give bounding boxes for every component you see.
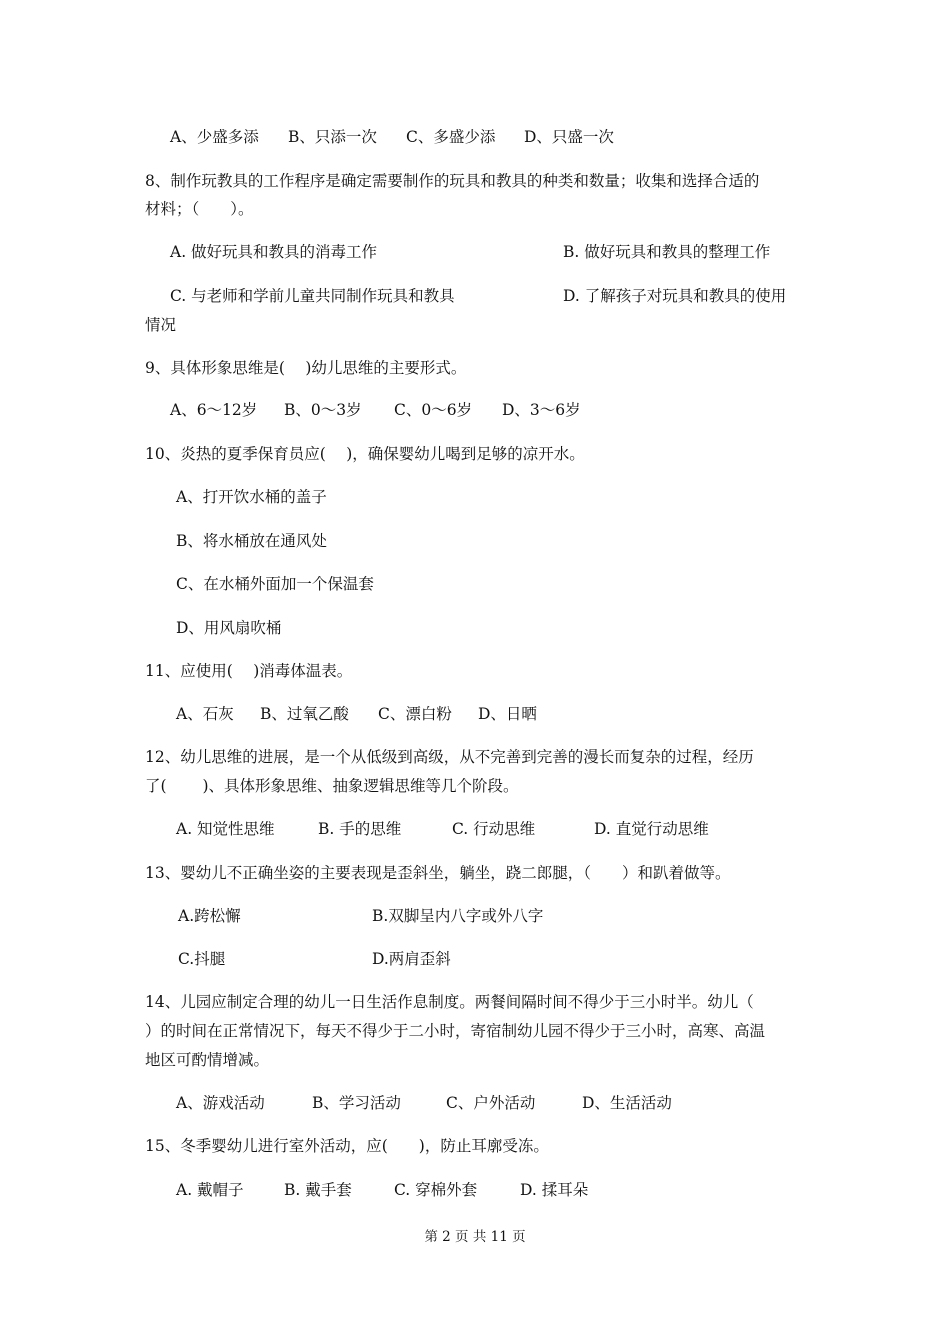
q7-option-a: A、少盛多添 (170, 128, 259, 146)
q15-options (176, 1180, 588, 1200)
q15-option-c: C. 穿棉外套 (394, 1181, 478, 1199)
q11-option-a: A、石灰 (176, 705, 234, 723)
q14-stem-line1: 14、儿园应制定合理的幼儿一日生活作息制度。两餐间隔时间不得少于三小时半。幼儿（ (145, 993, 754, 1011)
q15-option-b: B. 戴手套 (284, 1181, 352, 1199)
q14-option-c: C、户外活动 (446, 1094, 536, 1112)
q11-option-d: D、日晒 (478, 705, 537, 723)
q13-option-a: A.跨松懈 (178, 907, 241, 925)
q8-option-b: B. 做好玩具和教具的整理工作 (563, 243, 771, 261)
q14-option-d: D、生活活动 (582, 1094, 672, 1112)
q15-option-a: A. 戴帽子 (176, 1181, 244, 1199)
q12-option-a: A. 知觉性思维 (176, 820, 275, 838)
q7-option-d: D、只盛一次 (524, 128, 614, 146)
q9-stem: 9、具体形象思维是( )幼儿思维的主要形式。 (145, 359, 467, 377)
q11-option-c: C、漂白粉 (378, 705, 452, 723)
q8-option-c: C. 与老师和学前儿童共同制作玩具和教具 (170, 287, 455, 305)
q11-option-b: B、过氧乙酸 (260, 705, 349, 723)
q9-option-a: A、6～12岁 (170, 401, 258, 419)
q15-option-d: D. 揉耳朵 (520, 1181, 589, 1199)
q10-option-d: D、用风扇吹桶 (176, 619, 282, 637)
q13-option-b: B.双脚呈内八字或外八字 (372, 907, 544, 925)
q12-stem-line1: 12、幼儿思维的进展，是一个从低级到高级，从不完善到完善的漫长而复杂的过程，经历 (145, 748, 754, 766)
q13-option-d: D.两肩歪斜 (372, 950, 451, 968)
q7-options (170, 127, 614, 147)
q7-option-b: B、只添一次 (288, 128, 377, 146)
q15-stem: 15、冬季婴幼儿进行室外活动，应( )，防止耳廓受冻。 (145, 1137, 549, 1155)
q9-options (170, 400, 581, 420)
q8-option-a: A. 做好玩具和教具的消毒工作 (170, 243, 378, 261)
q12-option-d: D. 直觉行动思维 (594, 820, 709, 838)
q10-option-c: C、在水桶外面加一个保温套 (176, 575, 374, 593)
q10-option-a: A、打开饮水桶的盖子 (176, 488, 327, 506)
q14-option-a: A、游戏活动 (176, 1094, 265, 1112)
q11-stem: 11、应使用( )消毒体温表。 (145, 662, 353, 680)
q13-option-c: C.抖腿 (178, 950, 226, 968)
q10-option-b: B、将水桶放在通风处 (176, 532, 327, 550)
page-number: 第 2 页 共 11 页 (424, 1229, 526, 1245)
q9-option-c: C、0～6岁 (394, 401, 473, 419)
q9-option-d: D、3～6岁 (502, 401, 581, 419)
q12-option-b: B. 手的思维 (318, 820, 402, 838)
q9-option-b: B、0～3岁 (284, 401, 362, 419)
q8-option-d-cont: 情况 (145, 316, 177, 334)
q8-stem-line2: 材料；（ ）。 (145, 200, 254, 218)
q12-stem-line2: 了( )、具体形象思维、抽象逻辑思维等几个阶段。 (145, 777, 519, 795)
q14-options (176, 1093, 672, 1113)
q12-option-c: C. 行动思维 (452, 820, 536, 838)
q12-options (176, 819, 709, 839)
q14-stem-line2: ）的时间在正常情况下，每天不得少于二小时，寄宿制幼儿园不得少于三小时，高寒、高温 (145, 1022, 766, 1040)
q14-option-b: B、学习活动 (312, 1094, 401, 1112)
q8-option-d: D. 了解孩子对玩具和教具的使用 (563, 287, 787, 305)
q11-options (176, 704, 537, 724)
q14-stem-line3: 地区可酌情增减。 (145, 1051, 270, 1069)
q8-stem-line1: 8、制作玩教具的工作程序是确定需要制作的玩具和教具的种类和数量；收集和选择合适的 (145, 172, 760, 190)
q7-option-c: C、多盛少添 (406, 128, 496, 146)
q13-stem: 13、婴幼儿不正确坐姿的主要表现是歪斜坐，躺坐，跷二郎腿，（ ）和趴着做等。 (145, 864, 731, 882)
q10-stem: 10、炎热的夏季保育员应( )，确保婴幼儿喝到足够的凉开水。 (145, 445, 585, 463)
